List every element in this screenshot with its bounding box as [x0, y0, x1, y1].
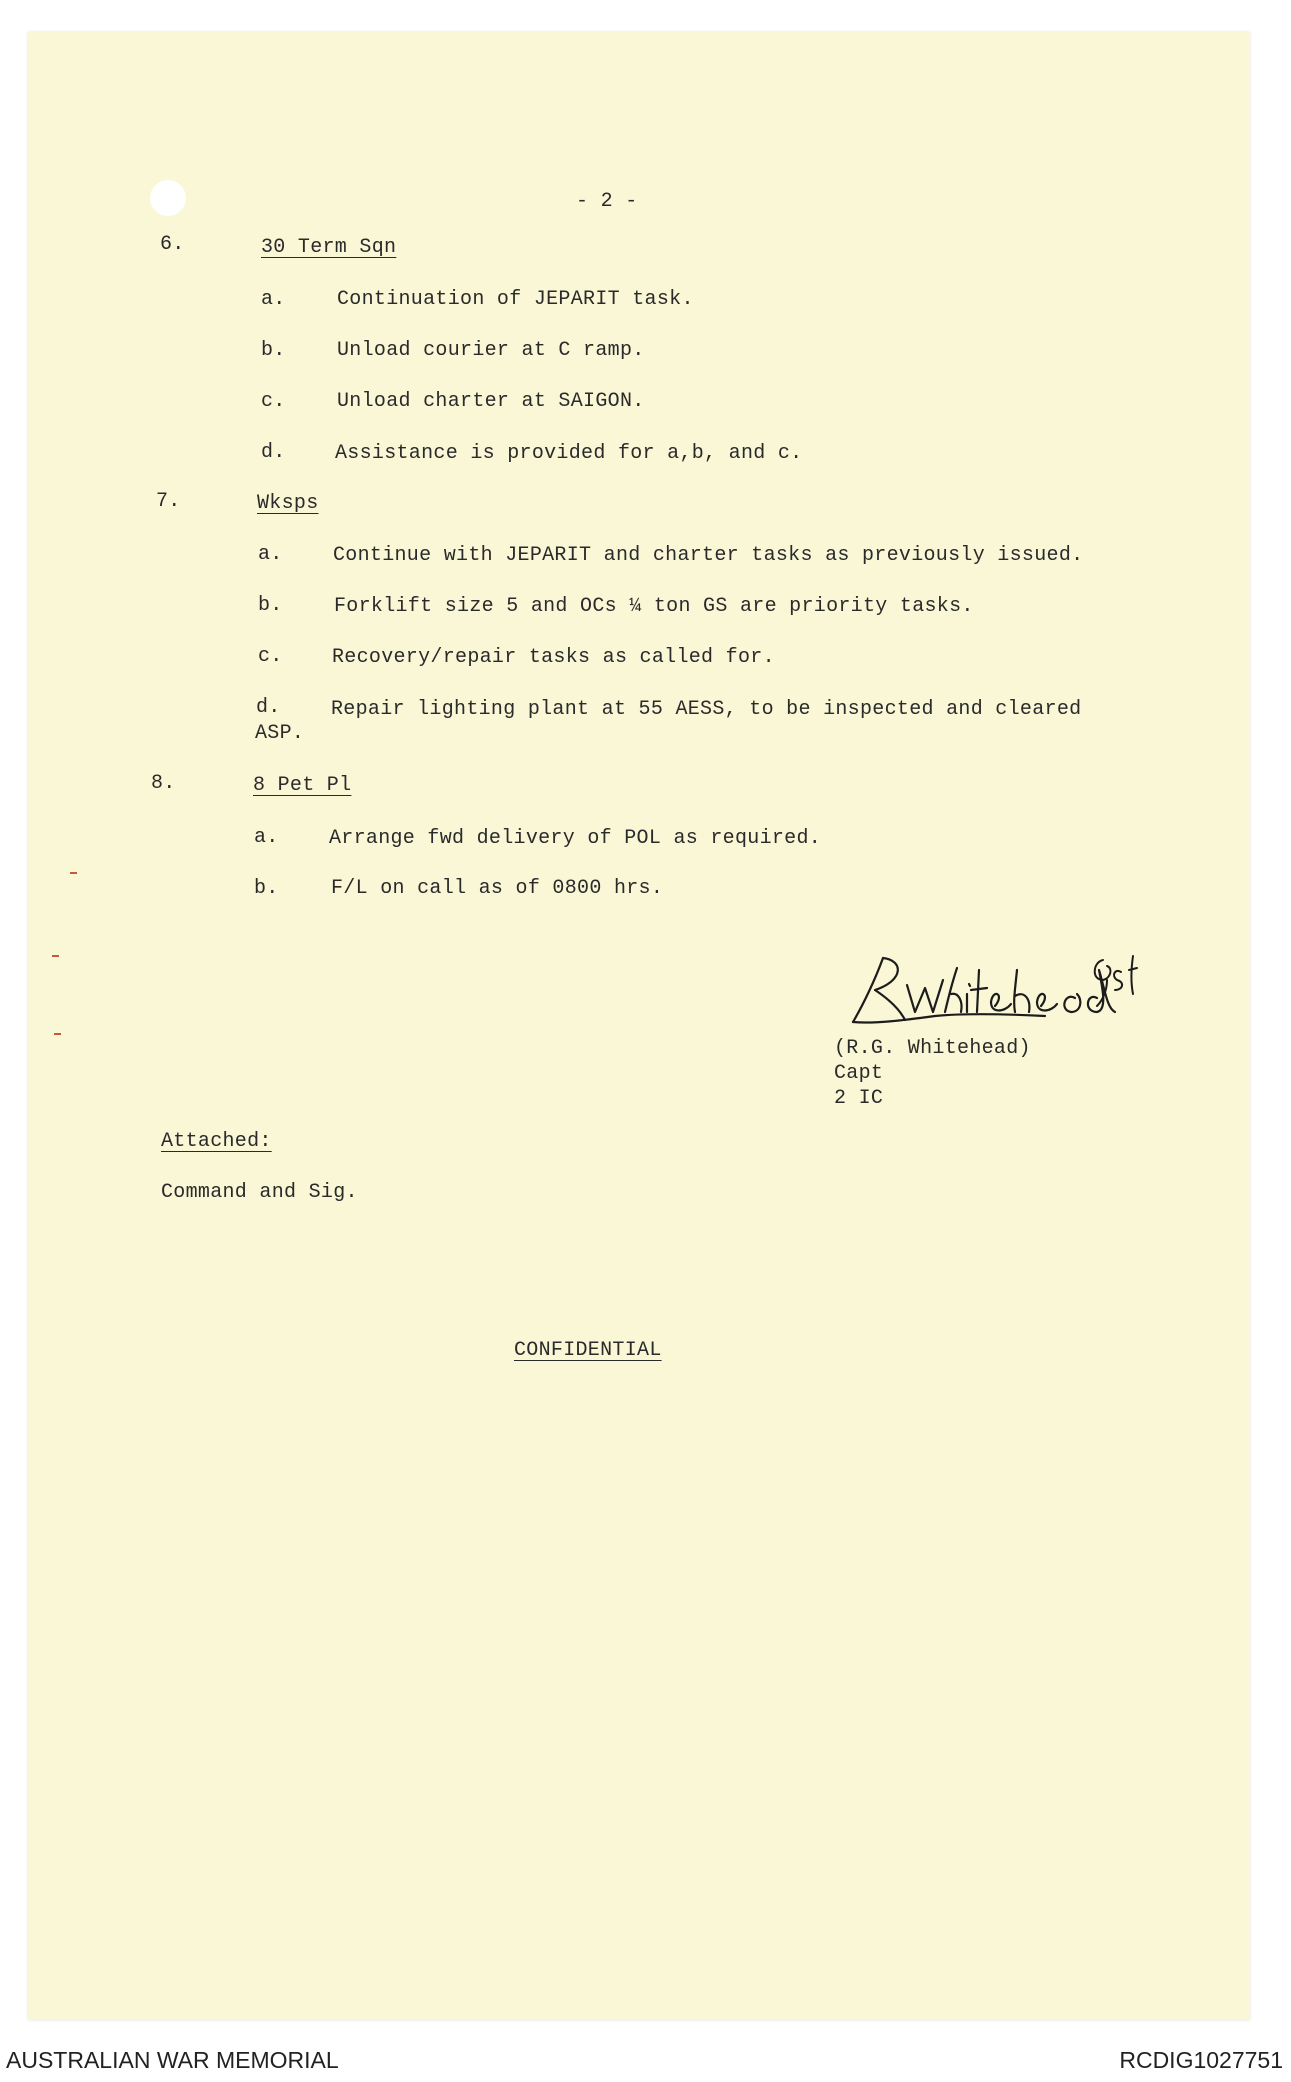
item-text: F/L on call as of 0800 hrs. [331, 877, 664, 900]
item-text: Repair lighting plant at 55 AESS, to be inspected and cleared [331, 698, 1082, 721]
attached-text: Command and Sig. [161, 1181, 358, 1204]
classification-marking: CONFIDENTIAL [514, 1339, 662, 1362]
item-letter: a. [254, 826, 279, 849]
attached-heading: Attached: [161, 1130, 272, 1153]
page-number: - 2 - [576, 190, 638, 213]
item-text: Continuation of JEPARIT task. [337, 288, 694, 311]
paper-mark [54, 1033, 61, 1035]
item-text: Recovery/repair tasks as called for. [332, 646, 775, 669]
signatory-rank: Capt [834, 1062, 884, 1085]
item-text: Arrange fwd delivery of POL as required. [329, 827, 822, 850]
section-heading: 30 Term Sqn [261, 236, 397, 259]
item-text: Unload courier at C ramp. [337, 339, 645, 362]
item-text: Continue with JEPARIT and charter tasks as previously issued. [333, 544, 1084, 567]
item-letter: d. [256, 696, 281, 719]
handwritten-signature [845, 950, 1145, 1030]
section-heading: 8 Pet Pl [253, 774, 352, 797]
section-number: 7. [156, 490, 181, 513]
punch-hole [150, 180, 186, 216]
item-letter: c. [261, 390, 286, 413]
item-letter: c. [258, 645, 283, 668]
paper-mark [52, 955, 59, 957]
item-text: Assistance is provided for a,b, and c. [335, 442, 803, 465]
item-letter: b. [258, 594, 283, 617]
item-continuation: ASP. [255, 722, 305, 745]
archive-credit: AUSTRALIAN WAR MEMORIAL [6, 2047, 339, 2073]
item-text: Forklift size 5 and OCs ¼ ton GS are priority tasks. [334, 595, 974, 618]
paper-mark [70, 872, 77, 874]
section-heading: Wksps [257, 492, 319, 515]
signatory-name: (R.G. Whitehead) [834, 1037, 1031, 1060]
signatory-appointment: 2 IC [834, 1087, 884, 1110]
item-letter: d. [261, 441, 286, 464]
section-number: 8. [151, 772, 176, 795]
item-letter: a. [261, 288, 286, 311]
section-number: 6. [160, 233, 185, 256]
item-letter: b. [261, 339, 286, 362]
item-letter: a. [258, 543, 283, 566]
item-text: Unload charter at SAIGON. [337, 390, 645, 413]
item-letter: b. [254, 877, 279, 900]
archive-id: RCDIG1027751 [1119, 2047, 1283, 2073]
